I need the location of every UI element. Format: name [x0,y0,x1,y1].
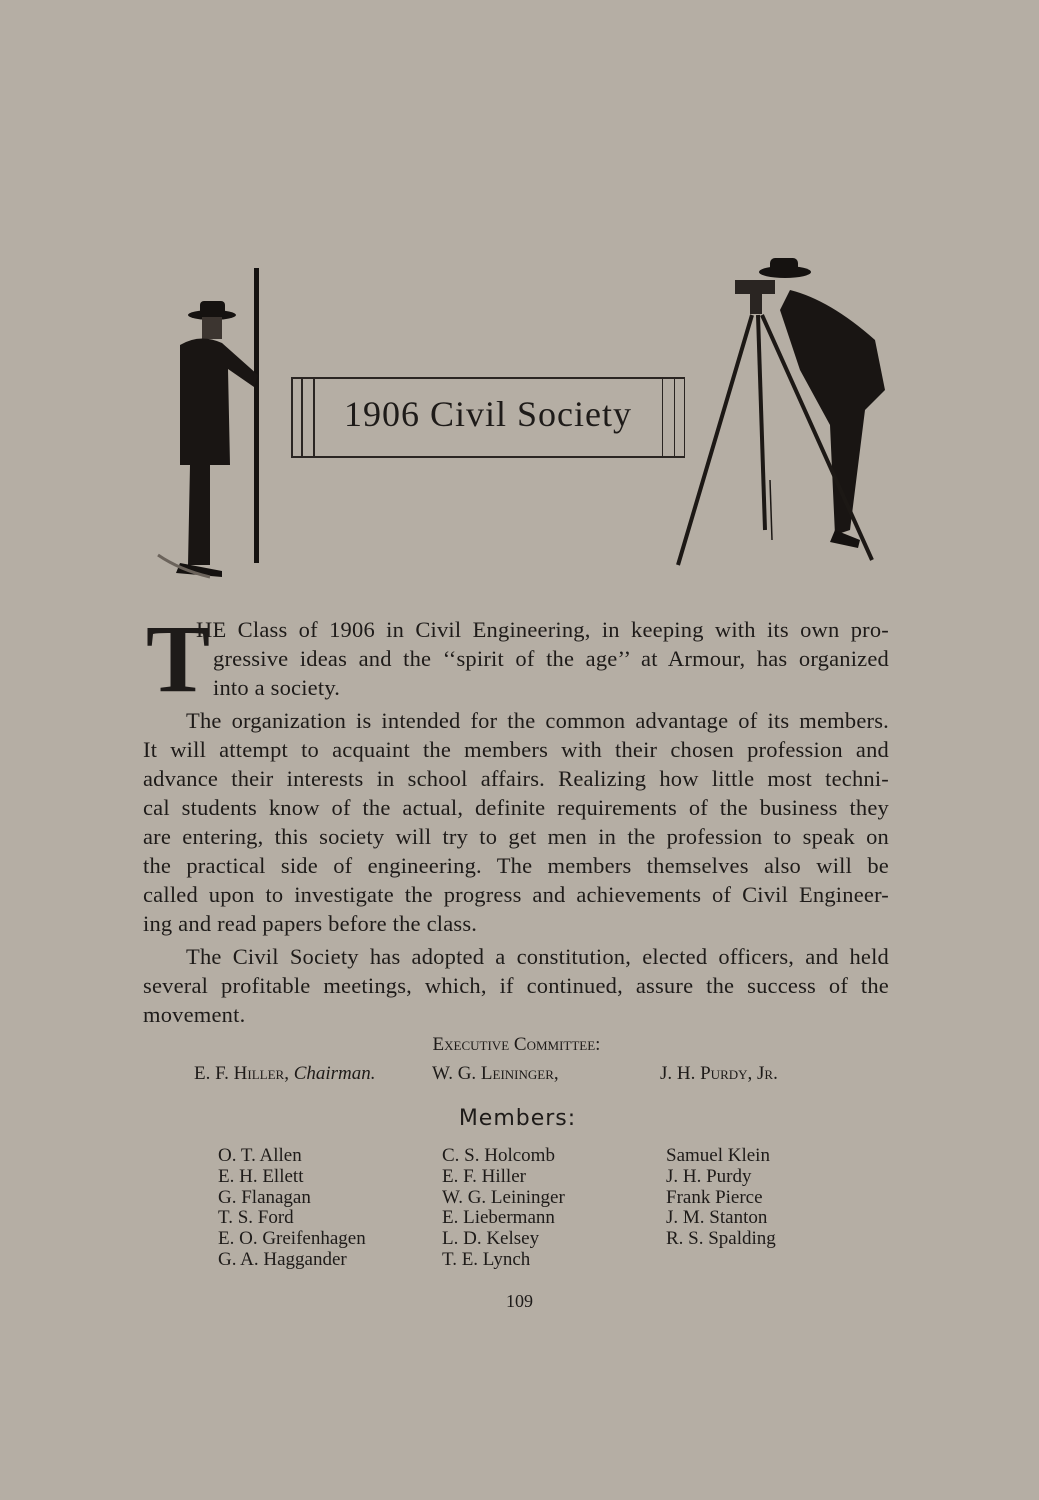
members-column-3 [666,1146,776,1250]
paragraph-1-line: into a society. [213,675,341,700]
paragraph-3-line: The Civil Society has adopted a constitution, elected officers, and held [186,944,889,969]
paragraph-2-line: ing and read papers before the class. [143,911,478,936]
member-name: W. G. Leininger [442,1186,565,1208]
paragraph-2-line: advance their interests in school affairs. Realizing how little most techni- [143,766,889,791]
paragraph-2-line: cal students know of the actual, definite requirements of the business they [143,795,889,820]
member-name: E. O. Greifenhagen [218,1228,366,1250]
member-name: O. T. Allen [218,1145,302,1166]
chairman-role: Chairman. [293,1063,376,1084]
executive-committee-heading: Executive Committee: [432,1034,601,1055]
member-name: E. Liebermann [442,1207,555,1229]
paragraph-2-line: The organization is intended for the common advantage of its members. [186,708,889,733]
paragraph-1-line: gressive ideas and the ‘‘spirit of the age’’ at Armour, has organized [213,646,889,671]
paragraph-1-line: HE Class of 1906 in Civil Engineering, in keeping with its own pro- [196,617,889,642]
member-name: Frank Pierce [666,1186,763,1208]
committee-member: W. G. Leininger, [432,1063,559,1084]
paragraph-2-line: called upon to investigate the progress and achievements of Civil Engineer- [143,882,889,907]
member-name: L. D. Kelsey [442,1228,540,1250]
member-name: G. Flanagan [218,1186,311,1208]
member-name: E. F. Hiller [442,1165,526,1187]
members-column-2 [442,1146,565,1271]
member-name: J. M. Stanton [666,1207,768,1229]
drop-cap: T [146,605,211,712]
members-heading: Members: [458,1106,577,1131]
page-title: 1906 Civil Society [344,394,632,434]
paragraph-2-line: It will attempt to acquaint the members with their chosen profession and [143,737,889,762]
paragraph-3-line: movement. [143,1002,246,1027]
member-name: Samuel Klein [666,1145,770,1166]
member-name: R. S. Spalding [666,1228,776,1250]
member-name: E. H. Ellett [218,1165,304,1187]
paragraph-2-line: the practical side of engineering. The members themselves also will be [143,853,889,878]
member-name: J. H. Purdy [666,1165,752,1187]
page-number: 109 [506,1291,533,1311]
committee-chairman [194,1063,376,1085]
member-name: T. E. Lynch [442,1248,531,1270]
committee-member: J. H. Purdy, Jr. [660,1063,778,1084]
member-name: T. S. Ford [218,1207,294,1229]
chairman-name: E. F. Hiller, [194,1063,289,1084]
paragraph-2-line: are entering, this society will try to get men in the profession to speak on [143,824,889,849]
members-column-1 [218,1146,366,1271]
paragraph-3-line: several profitable meetings, which, if continued, assure the success of the [143,973,889,998]
title-frame [291,377,685,458]
member-name: C. S. Holcomb [442,1145,555,1166]
member-name: G. A. Haggander [218,1248,347,1270]
surveyor-illustration [640,250,900,580]
rodman-illustration [150,265,280,585]
